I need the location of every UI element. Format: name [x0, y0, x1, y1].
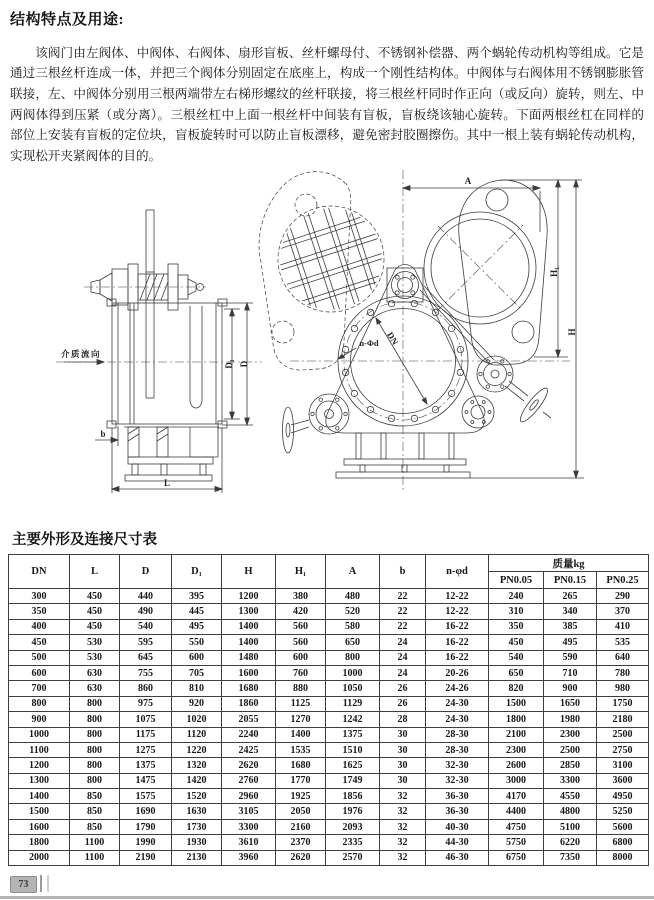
table-cell: 3105 — [222, 804, 276, 819]
table-cell: 2850 — [544, 758, 597, 773]
table-cell: 1650 — [544, 696, 597, 711]
table-cell: 24 — [380, 650, 426, 665]
table-cell: 26 — [380, 681, 426, 696]
table-cell: 2093 — [326, 819, 380, 834]
table-title: 主要外形及连接尺寸表 — [12, 532, 157, 548]
table-cell: 1680 — [222, 681, 276, 696]
table-cell: 760 — [276, 665, 326, 680]
table-cell: 6800 — [597, 835, 649, 850]
table-cell: 450 — [489, 635, 544, 650]
table-cell: 40-30 — [426, 819, 489, 834]
table-row — [9, 850, 649, 865]
dim-label-DN: DN — [384, 330, 401, 347]
table-cell: 2100 — [489, 727, 544, 742]
table-cell: 450 — [9, 635, 70, 650]
table-cell: 20-26 — [426, 665, 489, 680]
table-cell: 530 — [70, 635, 120, 650]
table-row — [9, 635, 649, 650]
table-cell: 1860 — [222, 696, 276, 711]
table-cell: 1600 — [9, 819, 70, 834]
table-cell: 1200 — [9, 758, 70, 773]
table-cell: 2370 — [276, 835, 326, 850]
table-cell: 900 — [544, 681, 597, 696]
table-cell: 1930 — [172, 835, 222, 850]
dim-label-b: b — [100, 429, 106, 439]
table-cell: 300 — [9, 589, 70, 604]
flow-direction-label: 介质流向 — [60, 349, 102, 359]
table-cell: 560 — [276, 635, 326, 650]
table-cell: 28-30 — [426, 742, 489, 757]
table-cell: 1625 — [326, 758, 380, 773]
table-cell: 1375 — [120, 758, 172, 773]
table-cell: 8000 — [597, 850, 649, 865]
table-row — [9, 604, 649, 619]
table-cell: 24-26 — [426, 681, 489, 696]
table-cell: 28 — [380, 712, 426, 727]
table-cell: 1856 — [326, 789, 380, 804]
header-row — [9, 555, 649, 572]
front-view — [257, 170, 584, 492]
table-cell: 1925 — [276, 789, 326, 804]
table-cell: 32-30 — [426, 758, 489, 773]
table-cell: 30 — [380, 773, 426, 788]
table-cell: 600 — [9, 665, 70, 680]
table-cell: 450 — [70, 589, 120, 604]
table-cell: 4750 — [489, 819, 544, 834]
table-row — [9, 619, 649, 634]
table-cell: 395 — [172, 589, 222, 604]
dim-label-n-phi-d: n-Φd — [359, 338, 379, 348]
col-header-d1: D₁ — [172, 555, 222, 589]
table-cell: 1000 — [9, 727, 70, 742]
table-cell: 445 — [172, 604, 222, 619]
table-cell: 265 — [544, 589, 597, 604]
table-cell: 2500 — [544, 742, 597, 757]
table-cell: 410 — [597, 619, 649, 634]
table-cell: 1480 — [222, 650, 276, 665]
table-cell: 975 — [120, 696, 172, 711]
table-cell: 30 — [380, 727, 426, 742]
section-title: 结构特点及用途: — [10, 12, 124, 28]
table-cell: 600 — [172, 650, 222, 665]
dim-label-A: A — [464, 176, 472, 186]
table-cell: 850 — [70, 804, 120, 819]
table-cell: 6220 — [544, 835, 597, 850]
table-cell: 2190 — [120, 850, 172, 865]
table-cell: 2960 — [222, 789, 276, 804]
table-cell: 1749 — [326, 773, 380, 788]
table-cell: 450 — [70, 604, 120, 619]
col-header-h: H — [222, 555, 276, 589]
table-cell: 24 — [380, 635, 426, 650]
table-cell: 1520 — [172, 789, 222, 804]
table-cell: 32 — [380, 819, 426, 834]
table-row — [9, 819, 649, 834]
table-cell: 1990 — [120, 835, 172, 850]
table-cell: 4950 — [597, 789, 649, 804]
table-cell: 590 — [544, 650, 597, 665]
table-cell: 1630 — [172, 804, 222, 819]
table-row — [9, 727, 649, 742]
table-cell: 550 — [172, 635, 222, 650]
table-cell: 2500 — [597, 727, 649, 742]
col-header-weight: 质量kg — [489, 555, 649, 572]
table-cell: 595 — [120, 635, 172, 650]
col-header-n-phi-d: n-φd — [426, 555, 489, 589]
table-cell: 500 — [9, 650, 70, 665]
table-cell: 2760 — [222, 773, 276, 788]
table-cell: 1690 — [120, 804, 172, 819]
table-cell: 800 — [70, 773, 120, 788]
table-cell: 4550 — [544, 789, 597, 804]
table-cell: 440 — [120, 589, 172, 604]
table-cell: 630 — [70, 665, 120, 680]
table-cell: 540 — [489, 650, 544, 665]
table-cell: 32 — [380, 804, 426, 819]
table-cell: 1800 — [489, 712, 544, 727]
table-row — [9, 712, 649, 727]
table-cell: 495 — [544, 635, 597, 650]
table-cell: 490 — [120, 604, 172, 619]
table-cell: 530 — [70, 650, 120, 665]
table-cell: 1400 — [276, 727, 326, 742]
table-cell: 640 — [597, 650, 649, 665]
table-row — [9, 665, 649, 680]
table-cell: 400 — [9, 619, 70, 634]
table-cell: 1100 — [70, 835, 120, 850]
table-cell: 480 — [326, 589, 380, 604]
table-cell: 32 — [380, 850, 426, 865]
table-cell: 600 — [276, 650, 326, 665]
table-cell: 495 — [172, 619, 222, 634]
table-row — [9, 650, 649, 665]
table-cell: 340 — [544, 604, 597, 619]
table-cell: 32 — [380, 835, 426, 850]
table-cell: 32-30 — [426, 773, 489, 788]
table-cell: 800 — [70, 712, 120, 727]
table-cell: 22 — [380, 619, 426, 634]
table-cell: 370 — [597, 604, 649, 619]
table-cell: 1400 — [9, 789, 70, 804]
table-cell: 800 — [70, 758, 120, 773]
table-cell: 800 — [70, 696, 120, 711]
table-cell: 2620 — [276, 850, 326, 865]
table-cell: 1500 — [9, 804, 70, 819]
col-header-pn025: PN0.25 — [597, 572, 649, 589]
table-cell: 580 — [326, 619, 380, 634]
table-cell: 1375 — [326, 727, 380, 742]
table-cell: 520 — [326, 604, 380, 619]
table-row — [9, 742, 649, 757]
col-header-a: A — [326, 555, 380, 589]
col-header-dn: DN — [9, 555, 70, 589]
table-cell: 2000 — [9, 850, 70, 865]
table-cell: 3610 — [222, 835, 276, 850]
table-cell: 30 — [380, 742, 426, 757]
table-cell: 1535 — [276, 742, 326, 757]
table-cell: 5100 — [544, 819, 597, 834]
table-cell: 1510 — [326, 742, 380, 757]
table-row — [9, 835, 649, 850]
table-row — [9, 804, 649, 819]
table-cell: 800 — [70, 727, 120, 742]
table-cell: 1400 — [222, 619, 276, 634]
table-cell: 44-30 — [426, 835, 489, 850]
table-cell: 3000 — [489, 773, 544, 788]
dim-label-D1: D₁ — [224, 359, 234, 369]
table-cell: 1125 — [276, 696, 326, 711]
table-cell: 290 — [597, 589, 649, 604]
table-cell: 900 — [9, 712, 70, 727]
dim-label-H1: H₁ — [549, 267, 559, 277]
col-header-pn015: PN0.15 — [544, 572, 597, 589]
table-cell: 1000 — [326, 665, 380, 680]
table-cell: 450 — [70, 619, 120, 634]
table-cell: 860 — [120, 681, 172, 696]
table-row — [9, 773, 649, 788]
table-cell: 1129 — [326, 696, 380, 711]
table-cell: 800 — [326, 650, 380, 665]
table-cell: 2600 — [489, 758, 544, 773]
table-cell: 980 — [597, 681, 649, 696]
table-row — [9, 758, 649, 773]
table-cell: 26 — [380, 696, 426, 711]
table-cell: 30 — [380, 758, 426, 773]
table-cell: 1770 — [276, 773, 326, 788]
table-cell: 650 — [489, 665, 544, 680]
table-cell: 2050 — [276, 804, 326, 819]
table-cell: 16-22 — [426, 650, 489, 665]
table-cell: 24-30 — [426, 696, 489, 711]
table-cell: 12-22 — [426, 604, 489, 619]
table-cell: 12-22 — [426, 589, 489, 604]
table-cell: 1300 — [222, 604, 276, 619]
table-cell: 535 — [597, 635, 649, 650]
table-cell: 1750 — [597, 696, 649, 711]
table-cell: 700 — [9, 681, 70, 696]
table-cell: 810 — [172, 681, 222, 696]
table-cell: 420 — [276, 604, 326, 619]
table-row — [9, 789, 649, 804]
table-cell: 22 — [380, 604, 426, 619]
table-cell: 310 — [489, 604, 544, 619]
table-cell: 350 — [489, 619, 544, 634]
dim-label-L: L — [163, 478, 171, 488]
table-cell: 2180 — [597, 712, 649, 727]
table-cell: 2240 — [222, 727, 276, 742]
table-cell: 1220 — [172, 742, 222, 757]
col-header-pn005: PN0.05 — [489, 572, 544, 589]
table-cell: 1075 — [120, 712, 172, 727]
table-cell: 36-30 — [426, 789, 489, 804]
table-cell: 1175 — [120, 727, 172, 742]
table-cell: 4170 — [489, 789, 544, 804]
table-cell: 1420 — [172, 773, 222, 788]
table-cell: 630 — [70, 681, 120, 696]
table-cell: 800 — [9, 696, 70, 711]
table-cell: 3300 — [544, 773, 597, 788]
table-cell: 1120 — [172, 727, 222, 742]
table-cell: 780 — [597, 665, 649, 680]
table-cell: 1790 — [120, 819, 172, 834]
table-cell: 385 — [544, 619, 597, 634]
table-cell: 4400 — [489, 804, 544, 819]
table-cell: 2570 — [326, 850, 380, 865]
table-cell: 710 — [544, 665, 597, 680]
table-cell: 645 — [120, 650, 172, 665]
dimensions-table — [8, 554, 649, 866]
table-cell: 1400 — [222, 635, 276, 650]
table-cell: 3100 — [597, 758, 649, 773]
table-row — [9, 589, 649, 604]
table-cell: 16-22 — [426, 635, 489, 650]
table-cell: 2425 — [222, 742, 276, 757]
table-cell: 1020 — [172, 712, 222, 727]
table-cell: 1730 — [172, 819, 222, 834]
footer-rule — [0, 896, 654, 899]
table-cell: 705 — [172, 665, 222, 680]
table-cell: 1100 — [9, 742, 70, 757]
table-cell: 24 — [380, 665, 426, 680]
table-cell: 650 — [326, 635, 380, 650]
table-cell: 4800 — [544, 804, 597, 819]
table-cell: 22 — [380, 589, 426, 604]
table-cell: 1500 — [489, 696, 544, 711]
table-cell: 3960 — [222, 850, 276, 865]
table-cell: 800 — [70, 742, 120, 757]
technical-drawing — [0, 160, 654, 522]
table-cell: 1680 — [276, 758, 326, 773]
col-header-b: b — [380, 555, 426, 589]
table-cell: 7350 — [544, 850, 597, 865]
table-cell: 1575 — [120, 789, 172, 804]
table-cell: 2335 — [326, 835, 380, 850]
description-paragraph: 该阀门由左阀体、中阀体、右阀体、扇形盲板、丝杆螺母付、不锈钢补偿器、两个蜗轮传动机构等组成。它是通过三根丝杆连成一体，并把三个阀体分别固定在底座上，构成一个刚性结构体。中阀体与右阀体用不锈钢膨胀管联接，左、中阀体分别用三根两端带左右梯形螺纹的丝杆联接，将三根丝杆同时作正向（或反向）旋转，则左、中两阀体得到压紧（或分离）。三根丝杠中上面一根丝杆中间装有盲板，盲板绕该轴心旋转。下面两根丝杠在同样的部位上安装有盲板的定位块，盲板旋转时可以防止盲板漂移，避免密封胶圈擦伤。其中一根上装有蜗轮传动机构，实现松开夹紧阀体的目的。 — [10, 45, 644, 164]
table-cell: 1275 — [120, 742, 172, 757]
col-header-d: D — [120, 555, 172, 589]
table-cell: 1270 — [276, 712, 326, 727]
table-cell: 1320 — [172, 758, 222, 773]
table-cell: 1980 — [544, 712, 597, 727]
table-cell: 1050 — [326, 681, 380, 696]
table-cell: 1475 — [120, 773, 172, 788]
table-cell: 2055 — [222, 712, 276, 727]
table-cell: 2160 — [276, 819, 326, 834]
table-cell: 540 — [120, 619, 172, 634]
dim-label-D: D — [239, 360, 249, 368]
table-row — [9, 696, 649, 711]
table-cell: 5250 — [597, 804, 649, 819]
table-cell: 755 — [120, 665, 172, 680]
table-cell: 1200 — [222, 589, 276, 604]
table-cell: 2750 — [597, 742, 649, 757]
table-cell: 820 — [489, 681, 544, 696]
table-cell: 2300 — [489, 742, 544, 757]
dim-label-H: H — [567, 328, 577, 336]
table-cell: 6750 — [489, 850, 544, 865]
table-cell: 36-30 — [426, 804, 489, 819]
table-cell: 1300 — [9, 773, 70, 788]
table-cell: 2620 — [222, 758, 276, 773]
table-row — [9, 681, 649, 696]
table-cell: 560 — [276, 619, 326, 634]
table-cell: 850 — [70, 819, 120, 834]
table-cell: 1976 — [326, 804, 380, 819]
footer-divider — [40, 875, 49, 892]
table-cell: 28-30 — [426, 727, 489, 742]
table-cell: 32 — [380, 789, 426, 804]
col-header-l: L — [70, 555, 120, 589]
table-cell: 16-22 — [426, 619, 489, 634]
table-cell: 3600 — [597, 773, 649, 788]
table-cell: 1800 — [9, 835, 70, 850]
table-cell: 1100 — [70, 850, 120, 865]
table-body — [9, 589, 649, 866]
table-cell: 24-30 — [426, 712, 489, 727]
col-header-h1: H₁ — [276, 555, 326, 589]
table-cell: 380 — [276, 589, 326, 604]
table-cell: 2130 — [172, 850, 222, 865]
table-cell: 350 — [9, 604, 70, 619]
page-number: 73 — [10, 876, 37, 893]
table-cell: 5600 — [597, 819, 649, 834]
table-cell: 46-30 — [426, 850, 489, 865]
table-cell: 920 — [172, 696, 222, 711]
table-cell: 3300 — [222, 819, 276, 834]
table-cell: 5750 — [489, 835, 544, 850]
table-cell: 880 — [276, 681, 326, 696]
table-cell: 240 — [489, 589, 544, 604]
table-cell: 1600 — [222, 665, 276, 680]
table-cell: 2300 — [544, 727, 597, 742]
table-cell: 1242 — [326, 712, 380, 727]
table-cell: 850 — [70, 789, 120, 804]
